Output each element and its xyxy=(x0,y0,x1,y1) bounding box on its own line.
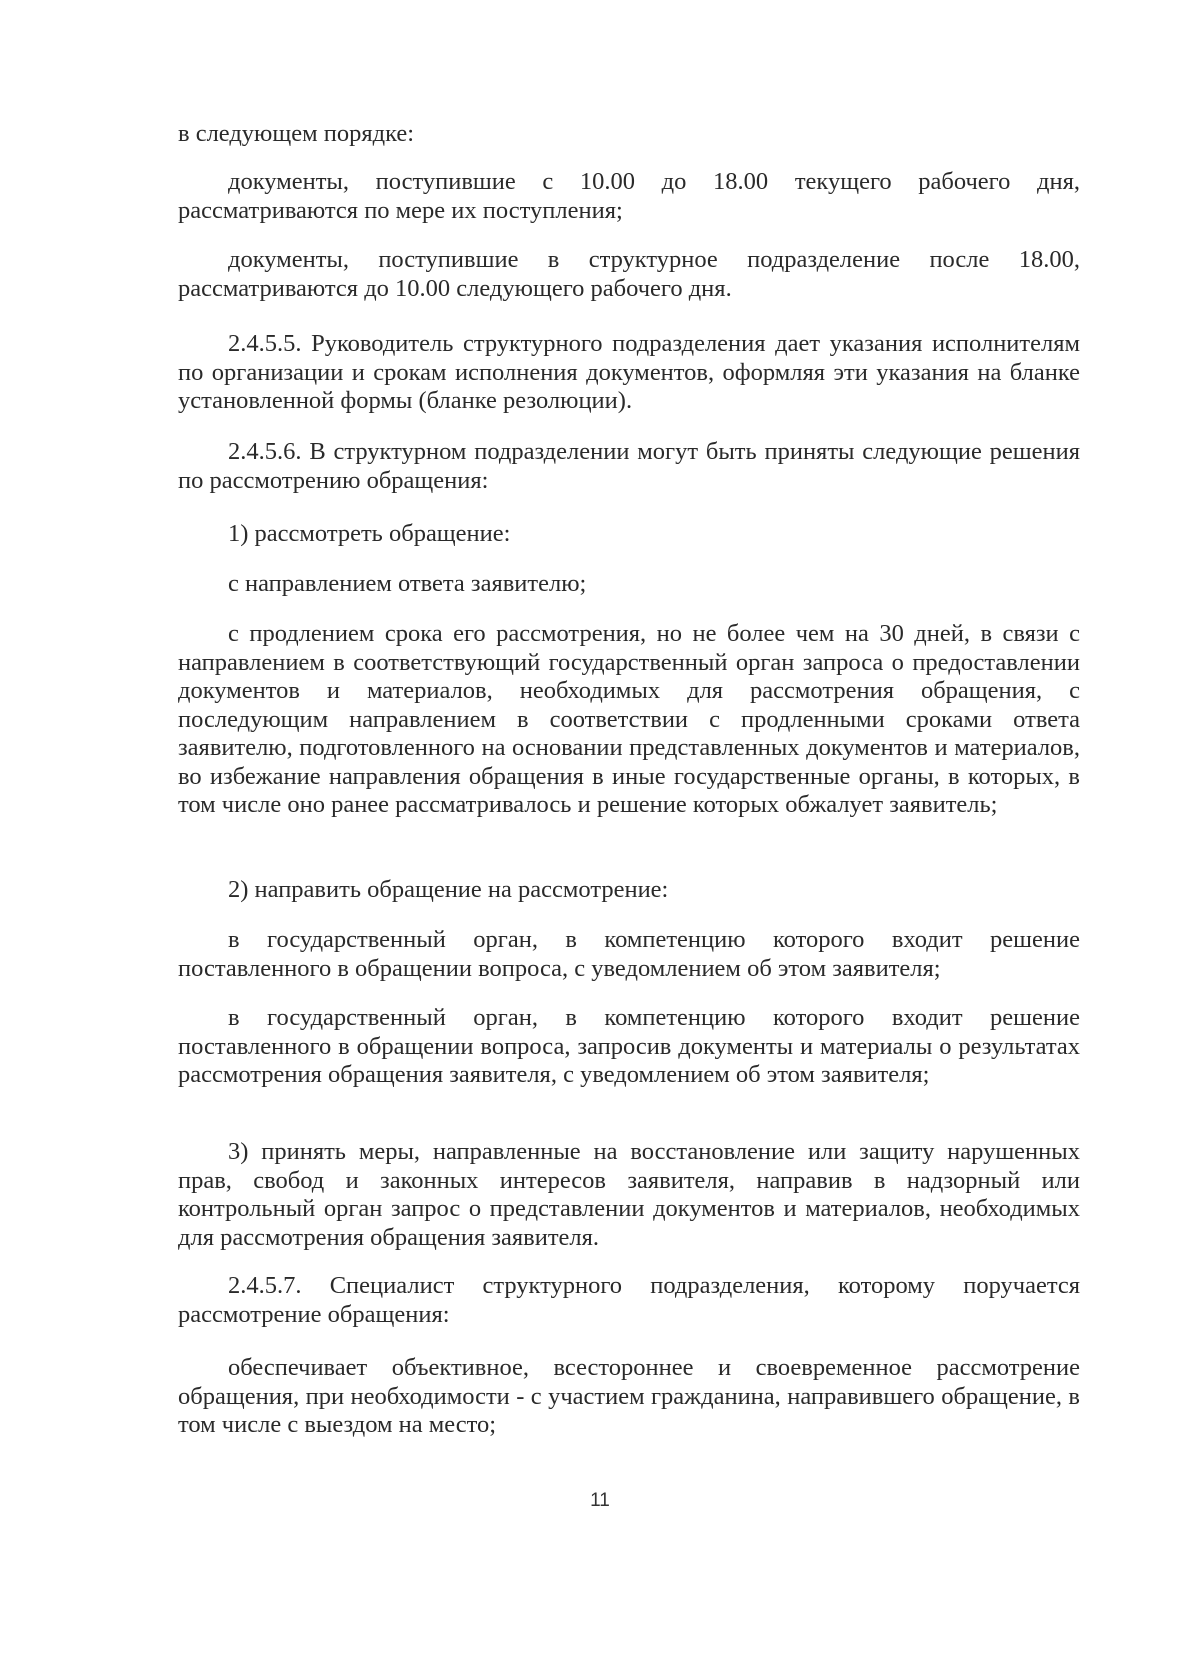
paragraph-documents-after-hours: документы, поступившие в структурное подразделение после 18.00, рассматриваются до 10.00 следующего рабочего дня. xyxy=(178,246,1080,302)
paragraph-state-body-notify: в государственный орган, в компетенцию которого входит решение поставленного в обращении вопроса, с уведомлением об этом заявителя; xyxy=(178,926,1080,982)
paragraph-with-answer: с направлением ответа заявителю; xyxy=(228,570,587,597)
paragraph-item-2: 2) направить обращение на рассмотрение: xyxy=(228,876,669,903)
page-number: 11 xyxy=(590,1490,610,1511)
paragraph-item-1: 1) рассмотреть обращение: xyxy=(228,520,511,547)
paragraph-documents-daytime: документы, поступившие с 10.00 до 18.00 текущего рабочего дня, рассматриваются по мере их поступления; xyxy=(178,168,1080,224)
paragraph-extension: с продлением срока его рассмотрения, но не более чем на 30 дней, в связи с направлением в соответствующий государственный орган запроса о предоставлении документов и материалов, необходимых для рассмотрения обращения, с последующим направлением в соответствии с продленными сроками ответа заявителю, подготовленного на основании представленных документов и материалов, во избежание направления обращения в иные государственные органы, в которых, в том числе оно ранее рассматривалось и решение которых обжалует заявитель; xyxy=(178,620,1080,818)
paragraph-ensures-review: обеспечивает объективное, всестороннее и своевременное рассмотрение обращения, при необходимости - с участием гражданина, направившего обращение, в том числе с выездом на место; xyxy=(178,1354,1080,1438)
paragraph-2-4-5-5: 2.4.5.5. Руководитель структурного подразделения дает указания исполнителям по организации и срокам исполнения документов, оформляя эти указания на бланке установленной формы (бланке резолюции). xyxy=(178,330,1080,414)
paragraph-item-3: 3) принять меры, направленные на восстановление или защиту нарушенных прав, свобод и законных интересов заявителя, направив в надзорный или контрольный орган запрос о представлении документов и материалов, необходимых для рассмотрения обращения заявителя. xyxy=(178,1138,1080,1251)
paragraph-state-body-request: в государственный орган, в компетенцию которого входит решение поставленного в обращении вопроса, запросив документы и материалы о результатах рассмотрения обращения заявителя, с уведомлением об этом заявителя; xyxy=(178,1004,1080,1088)
paragraph-continuation: в следующем порядке: xyxy=(178,120,415,147)
paragraph-2-4-5-7: 2.4.5.7. Специалист структурного подразделения, которому поручается рассмотрение обращения: xyxy=(178,1272,1080,1328)
paragraph-2-4-5-6: 2.4.5.6. В структурном подразделении могут быть приняты следующие решения по рассмотрению обращения: xyxy=(178,438,1080,494)
